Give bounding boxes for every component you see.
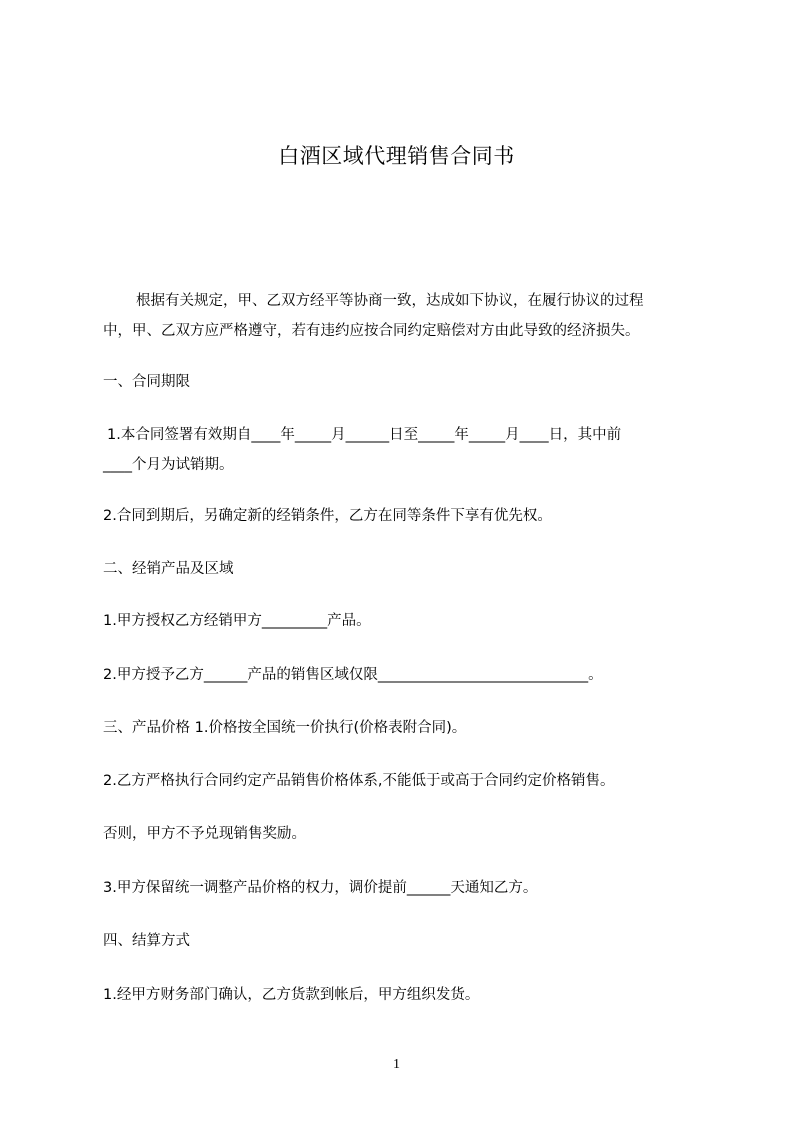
section-heading-settlement: 四、结算方式 [103, 933, 190, 949]
section-heading-price: 三、产品价格 1.价格按全国统一价执行(价格表附合同)。 [103, 720, 467, 736]
intro-paragraph [103, 286, 703, 346]
document-title: 白酒区域代理销售合同书 [278, 144, 515, 168]
products-clause-2: 2.甲方授予乙方______产品的销售区域仅限_____________________________。 [103, 667, 603, 683]
intro-line-2: 中，甲、乙双方应严格遵守，若有违约应按合同约定赔偿对方由此导致的经济损失。 [103, 323, 640, 339]
price-clause-2: 2.乙方严格执行合同约定产品销售价格体系,不能低于或高于合同约定价格销售。 [103, 773, 615, 789]
term-clause-1 [103, 420, 703, 480]
settlement-clause-1: 1.经甲方财务部门确认，乙方货款到帐后，甲方组织发货。 [103, 987, 480, 1003]
term-clause-1-line-2: ____个月为试销期。 [103, 457, 234, 473]
section-heading-products: 二、经销产品及区域 [103, 561, 234, 577]
page-number: 1 [393, 1057, 400, 1072]
term-clause-2: 2.合同到期后，另确定新的经销条件，乙方在同等条件下享有优先权。 [103, 508, 552, 524]
price-clause-2-continued: 否则，甲方不予兑现销售奖励。 [103, 826, 306, 842]
price-clause-3: 3.甲方保留统一调整产品价格的权力，调价提前______天通知乙方。 [103, 880, 538, 896]
term-clause-1-line-1: 1.本合同签署有效期自____年_____月______日至_____年_____月____日，其中前 [107, 427, 622, 443]
section-heading-term: 一、合同期限 [103, 374, 190, 390]
products-clause-1: 1.甲方授权乙方经销甲方_________产品。 [103, 613, 371, 629]
intro-line-1: 根据有关规定，甲、乙双方经平等协商一致，达成如下协议，在履行协议的过程 [136, 293, 644, 309]
